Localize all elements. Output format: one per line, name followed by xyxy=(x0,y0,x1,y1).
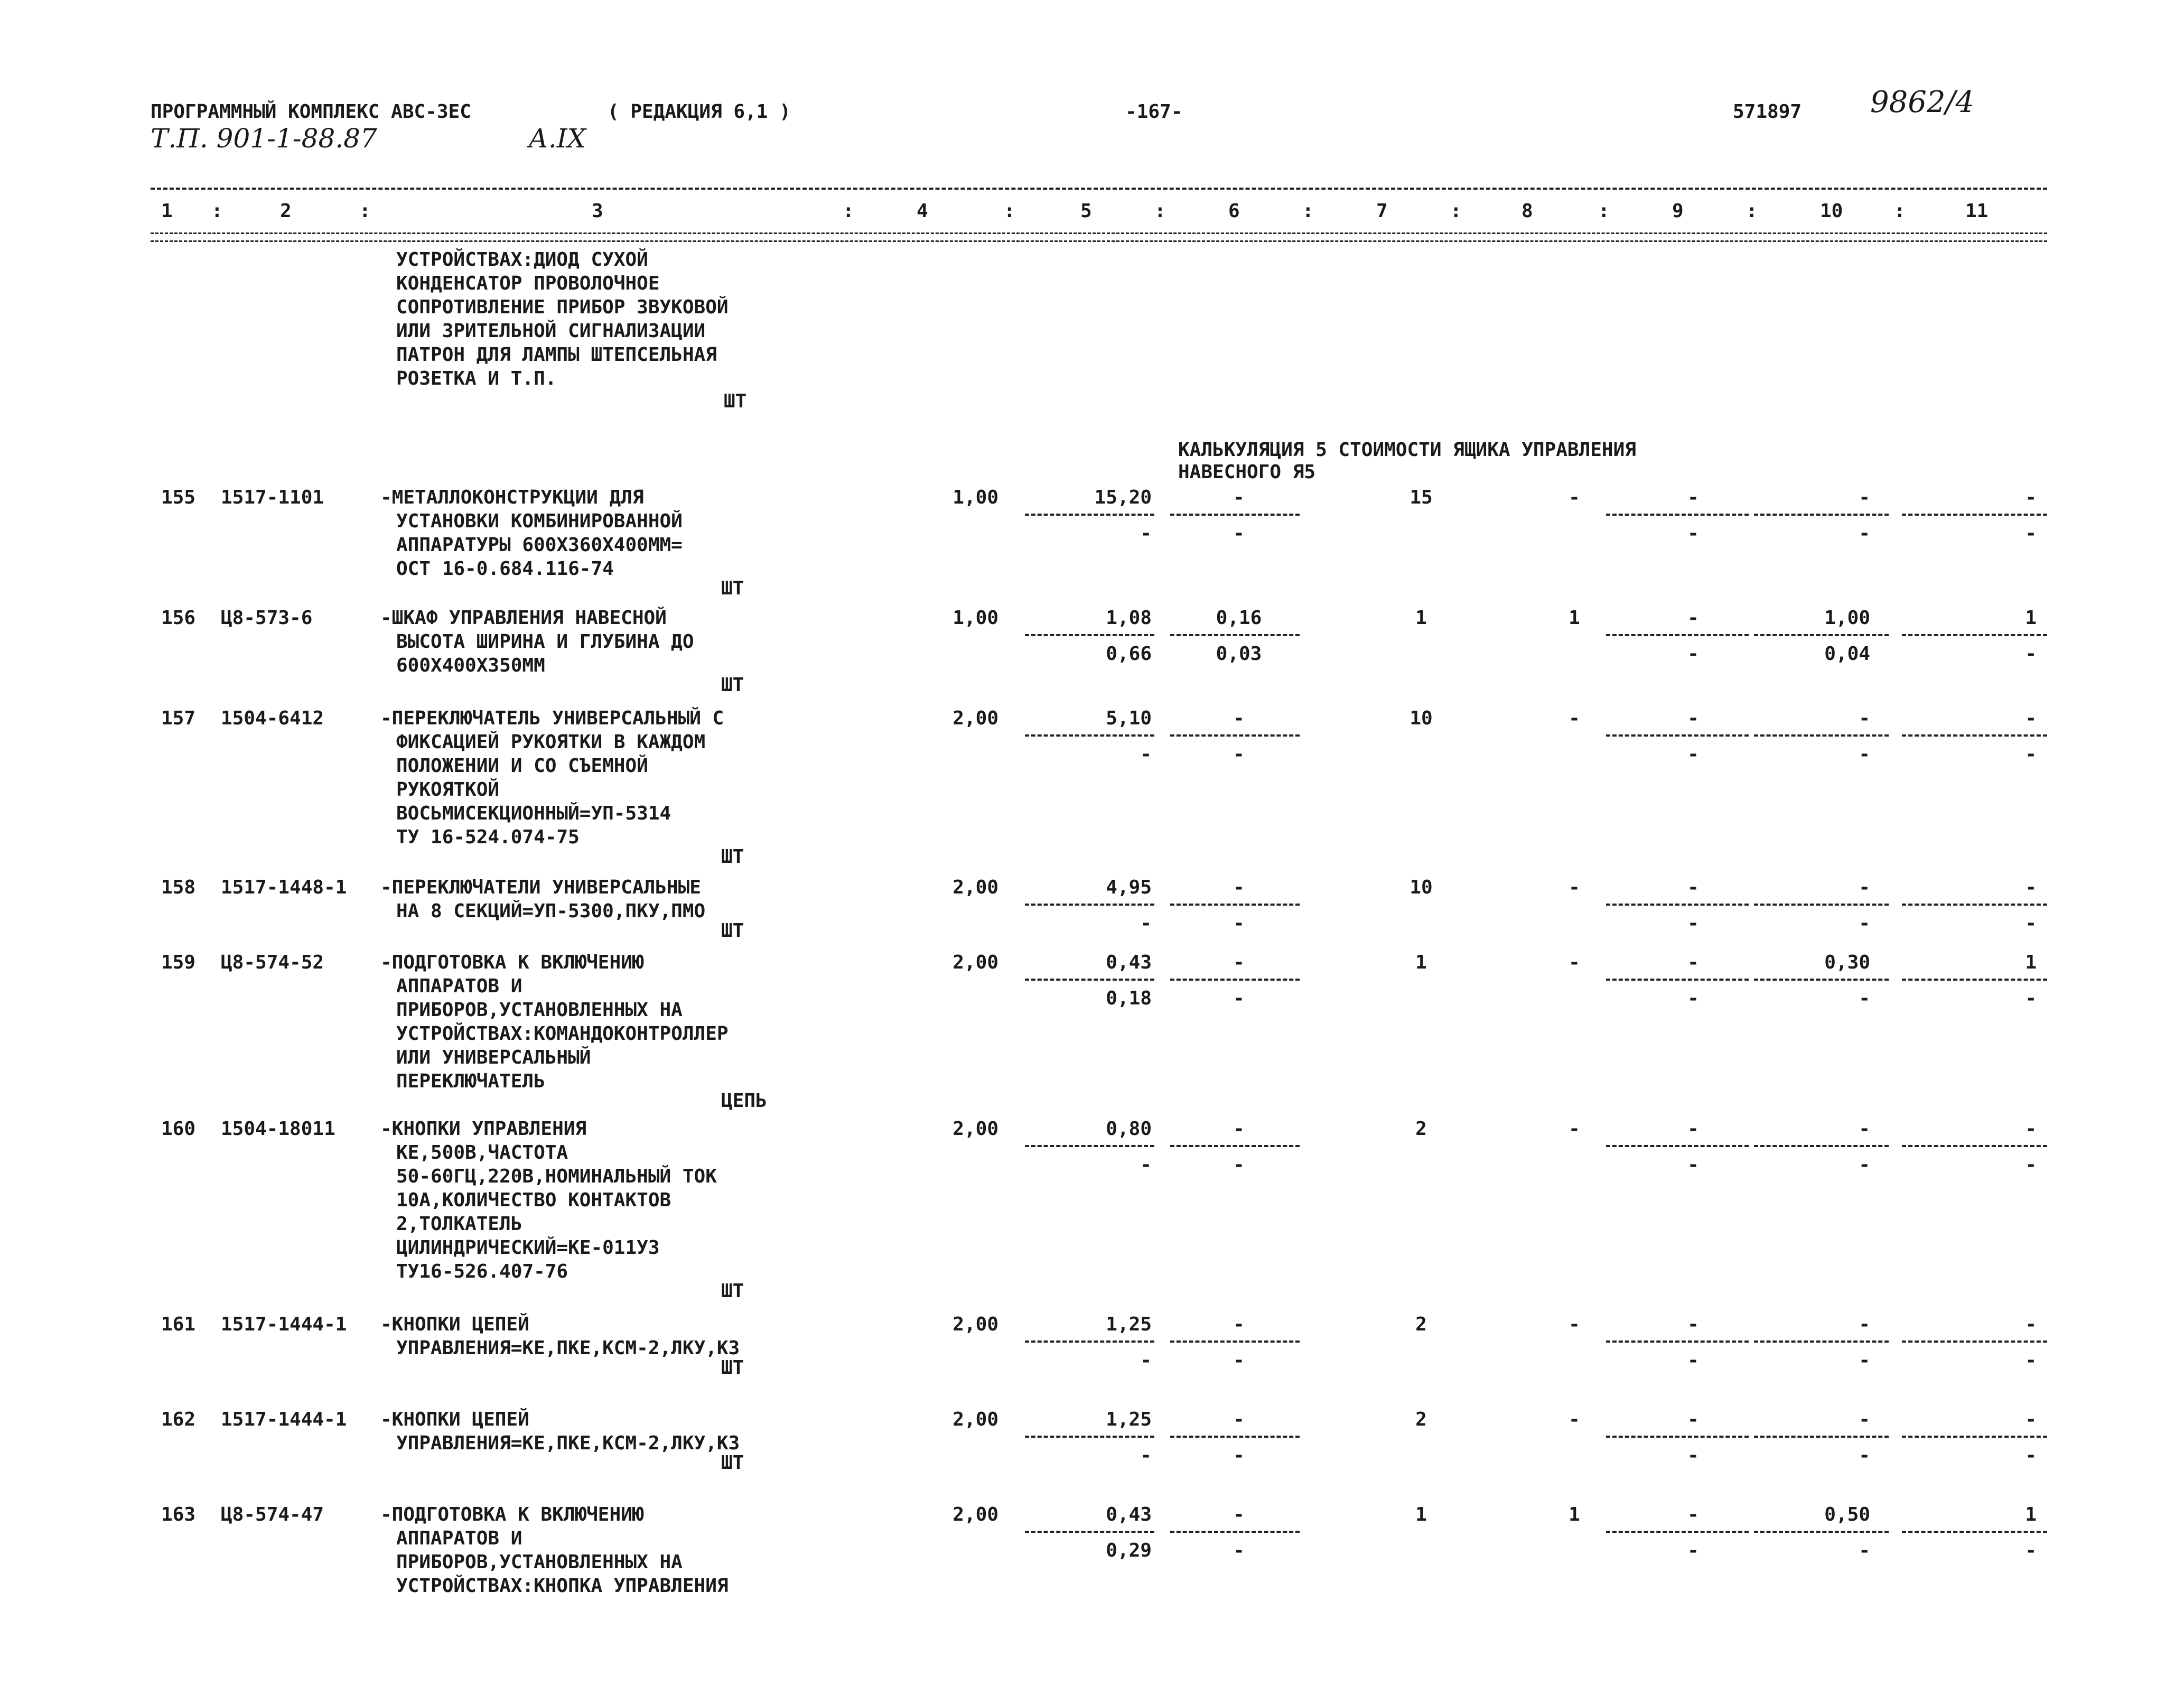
value-separator-line xyxy=(1754,1531,1889,1533)
row-unit: ШТ xyxy=(721,846,744,868)
value-separator-line xyxy=(1754,1145,1889,1147)
col9-value: - xyxy=(1687,1314,1699,1335)
col8-value: - xyxy=(1569,1314,1580,1335)
value-separator-line xyxy=(1025,734,1154,737)
row-code: Ц8-573-6 xyxy=(221,607,313,629)
value-separator-line xyxy=(1902,1145,2047,1147)
column-header-7: 7 xyxy=(1376,200,1388,222)
column-separator: : xyxy=(211,200,223,222)
value-separator-line xyxy=(1025,1531,1154,1533)
row-description-line: ПРИБОРОВ,УСТАНОВЛЕННЫХ НА xyxy=(396,999,683,1021)
col11-value: 1 xyxy=(2025,1504,2037,1525)
col5-value: 1,08 xyxy=(1106,607,1152,629)
col11-value: - xyxy=(2025,1314,2037,1335)
row-number: 155 xyxy=(161,487,196,508)
col5-value: 0,43 xyxy=(1106,1504,1152,1525)
column-header-10: 10 xyxy=(1820,200,1843,222)
value-separator-line xyxy=(1754,904,1889,906)
row-description-line: -КНОПКИ УПРАВЛЕНИЯ xyxy=(380,1118,587,1140)
col10-value: - xyxy=(1859,1118,1870,1140)
col8-value: 1 xyxy=(1569,1504,1580,1525)
row-unit: ШТ xyxy=(721,1280,744,1302)
col6-subvalue: - xyxy=(1233,523,1245,544)
col6-subvalue: - xyxy=(1233,1154,1245,1176)
col4-value: 2,00 xyxy=(953,1409,998,1430)
row-description-line: ВОСЬМИСЕКЦИОННЫЙ=УП-5314 xyxy=(396,803,671,824)
col11-subvalue: - xyxy=(2025,523,2037,544)
row-description-line: -ШКАФ УПРАВЛЕНИЯ НАВЕСНОЙ xyxy=(380,607,667,629)
col5-value: 0,80 xyxy=(1106,1118,1152,1140)
value-separator-line xyxy=(1025,634,1154,636)
value-separator-line xyxy=(1606,1340,1749,1343)
col8-value: - xyxy=(1569,1118,1580,1140)
col9-value: - xyxy=(1687,1409,1699,1430)
row-description-line: АППАРАТОВ И xyxy=(396,975,522,997)
col7-value: 2 xyxy=(1415,1409,1427,1430)
row-code: Ц8-574-47 xyxy=(221,1504,324,1525)
col11-subvalue: - xyxy=(2025,1540,2037,1561)
value-separator-line xyxy=(1606,1531,1749,1533)
col6-value: - xyxy=(1233,1409,1245,1430)
column-header-9: 9 xyxy=(1672,200,1684,222)
row-description-line: УСТРОЙСТВАХ:КОМАНДОКОНТРОЛЛЕР xyxy=(396,1023,729,1045)
row-code: 1517-1448-1 xyxy=(221,877,347,898)
col5-value: 0,43 xyxy=(1106,952,1152,973)
col6-value: 0,16 xyxy=(1216,607,1262,629)
row-number: 158 xyxy=(161,877,196,898)
col9-value: - xyxy=(1687,952,1699,973)
col11-value: - xyxy=(2025,1409,2037,1430)
row-code: 1504-18011 xyxy=(221,1118,335,1140)
value-separator-line xyxy=(1025,1436,1154,1438)
col9-subvalue: - xyxy=(1687,523,1699,544)
col4-value: 2,00 xyxy=(953,877,998,898)
col5-subvalue: - xyxy=(1140,1349,1152,1371)
row-description-line: 2,ТОЛКАТЕЛЬ xyxy=(396,1213,522,1235)
row-description-line: ФИКСАЦИЕЙ РУКОЯТКИ В КАЖДОМ xyxy=(396,731,706,753)
value-separator-line xyxy=(1170,1436,1300,1438)
col11-value: - xyxy=(2025,487,2037,508)
col9-value: - xyxy=(1687,1118,1699,1140)
col5-value: 1,25 xyxy=(1106,1409,1152,1430)
row-code: Ц8-574-52 xyxy=(221,952,324,973)
col4-value: 2,00 xyxy=(953,1504,998,1525)
row-description-line: ПРИБОРОВ,УСТАНОВЛЕННЫХ НА xyxy=(396,1551,683,1573)
col9-value: - xyxy=(1687,877,1699,898)
value-separator-line xyxy=(1902,979,2047,981)
value-separator-line xyxy=(1170,514,1300,516)
column-header-5: 5 xyxy=(1080,200,1092,222)
column-separator: : xyxy=(1450,200,1462,222)
col8-value: - xyxy=(1569,1409,1580,1430)
col7-value: 15 xyxy=(1410,487,1433,508)
col11-value: - xyxy=(2025,877,2037,898)
value-separator-line xyxy=(1902,634,2047,636)
col6-value: - xyxy=(1233,1314,1245,1335)
col5-subvalue: - xyxy=(1140,1154,1152,1176)
col8-value: - xyxy=(1569,487,1580,508)
value-separator-line xyxy=(1902,734,2047,737)
row-description-line: -КНОПКИ ЦЕПЕЙ xyxy=(380,1314,529,1335)
column-separator: : xyxy=(1302,200,1314,222)
col9-value: - xyxy=(1687,707,1699,729)
column-header-2: 2 xyxy=(280,200,292,222)
col11-value: 1 xyxy=(2025,607,2037,629)
col5-subvalue: - xyxy=(1140,523,1152,544)
column-header-11: 11 xyxy=(1965,200,1989,222)
col5-subvalue: 0,29 xyxy=(1106,1540,1152,1561)
row-description-line: ТУ 16-524.074-75 xyxy=(396,826,580,848)
row-code: 1504-6412 xyxy=(221,707,324,729)
value-separator-line xyxy=(1754,979,1889,981)
col9-subvalue: - xyxy=(1687,913,1699,934)
column-header-8: 8 xyxy=(1522,200,1533,222)
row-unit: ЦЕПЬ xyxy=(721,1090,767,1112)
row-description-line: ПОЛОЖЕНИИ И СО СЪЕМНОЙ xyxy=(396,755,648,777)
col10-subvalue: - xyxy=(1859,743,1870,765)
row-description-line: -ПЕРЕКЛЮЧАТЕЛЬ УНИВЕРСАЛЬНЫЙ С xyxy=(380,707,724,729)
row-description-line: УПРАВЛЕНИЯ=КЕ,ПКЕ,КСМ-2,ЛКУ,КЗ xyxy=(396,1337,740,1359)
column-separator: : xyxy=(1894,200,1906,222)
col11-subvalue: - xyxy=(2025,643,2037,665)
col7-value: 2 xyxy=(1415,1118,1427,1140)
col9-subvalue: - xyxy=(1687,1154,1699,1176)
value-separator-line xyxy=(1025,1340,1154,1343)
row-code: 1517-1444-1 xyxy=(221,1409,347,1430)
row-description-line: -КНОПКИ ЦЕПЕЙ xyxy=(380,1409,529,1430)
project-code: Т.П. 901-1-88.87 xyxy=(151,123,377,154)
row-unit: ШТ xyxy=(721,1357,744,1379)
value-separator-line xyxy=(1754,634,1889,636)
col4-value: 2,00 xyxy=(953,952,998,973)
value-separator-line xyxy=(1170,904,1300,906)
col11-subvalue: - xyxy=(2025,988,2037,1009)
col4-value: 2,00 xyxy=(953,1314,998,1335)
col9-subvalue: - xyxy=(1687,988,1699,1009)
col5-subvalue: - xyxy=(1140,1445,1152,1466)
value-separator-line xyxy=(1025,514,1154,516)
row-description-line: ЦИЛИНДРИЧЕСКИЙ=КЕ-011У3 xyxy=(396,1237,660,1259)
row-number: 160 xyxy=(161,1118,196,1140)
header-bottom-rule-2 xyxy=(151,240,2047,242)
row-unit: ШТ xyxy=(721,1452,744,1474)
row-unit: ШТ xyxy=(721,920,744,942)
col4-value: 1,00 xyxy=(953,607,998,629)
row-description-line: КЕ,500В,ЧАСТОТА xyxy=(396,1142,568,1163)
col5-value: 5,10 xyxy=(1106,707,1152,729)
col9-subvalue: - xyxy=(1687,1349,1699,1371)
col7-value: 2 xyxy=(1415,1314,1427,1335)
col11-subvalue: - xyxy=(2025,913,2037,934)
row-number: 159 xyxy=(161,952,196,973)
col11-value: - xyxy=(2025,1118,2037,1140)
col9-value: - xyxy=(1687,1504,1699,1525)
intro-line: ИЛИ ЗРИТЕЛЬНОЙ СИГНАЛИЗАЦИИ xyxy=(396,320,706,342)
col5-subvalue: 0,18 xyxy=(1106,988,1152,1009)
value-separator-line xyxy=(1754,1340,1889,1343)
col5-subvalue: - xyxy=(1140,913,1152,934)
col11-subvalue: - xyxy=(2025,743,2037,765)
intro-line: КОНДЕНСАТОР ПРОВОЛОЧНОЕ xyxy=(396,273,660,294)
value-separator-line xyxy=(1025,1145,1154,1147)
document-code: 571897 xyxy=(1733,101,1802,123)
col9-subvalue: - xyxy=(1687,743,1699,765)
value-separator-line xyxy=(1170,1531,1300,1533)
col10-subvalue: - xyxy=(1859,913,1870,934)
col6-value: - xyxy=(1233,877,1245,898)
sheet-number: 9862/4 xyxy=(1870,85,1975,119)
row-number: 163 xyxy=(161,1504,196,1525)
col6-subvalue: - xyxy=(1233,1349,1245,1371)
intro-line: РОЗЕТКА И Т.П. xyxy=(396,368,557,389)
col6-subvalue: - xyxy=(1233,913,1245,934)
row-description-line: ВЫСОТА ШИРИНА И ГЛУБИНА ДО xyxy=(396,631,694,653)
column-separator: : xyxy=(1154,200,1166,222)
row-number: 161 xyxy=(161,1314,196,1335)
value-separator-line xyxy=(1902,1531,2047,1533)
column-separator: : xyxy=(359,200,371,222)
col10-value: - xyxy=(1859,487,1870,508)
value-separator-line xyxy=(1606,904,1749,906)
col4-value: 1,00 xyxy=(953,487,998,508)
value-separator-line xyxy=(1606,1436,1749,1438)
col10-subvalue: 0,04 xyxy=(1824,643,1870,665)
row-description-line: УСТАНОВКИ КОМБИНИРОВАННОЙ xyxy=(396,510,683,532)
value-separator-line xyxy=(1902,1436,2047,1438)
col10-value: 0,50 xyxy=(1824,1504,1870,1525)
col10-subvalue: - xyxy=(1859,523,1870,544)
row-number: 162 xyxy=(161,1409,196,1430)
col10-value: - xyxy=(1859,1409,1870,1430)
row-code: 1517-1101 xyxy=(221,487,324,508)
col6-value: - xyxy=(1233,1118,1245,1140)
value-separator-line xyxy=(1170,634,1300,636)
col6-value: - xyxy=(1233,707,1245,729)
col4-value: 2,00 xyxy=(953,1118,998,1140)
value-separator-line xyxy=(1606,1145,1749,1147)
row-description-line: ОСТ 16-0.684.116-74 xyxy=(396,558,614,580)
value-separator-line xyxy=(1606,734,1749,737)
row-description-line: УСТРОЙСТВАХ:КНОПКА УПРАВЛЕНИЯ xyxy=(396,1575,729,1597)
value-separator-line xyxy=(1754,1436,1889,1438)
col11-subvalue: - xyxy=(2025,1154,2037,1176)
value-separator-line xyxy=(1025,904,1154,906)
column-separator: : xyxy=(1004,200,1015,222)
row-description-line: 10А,КОЛИЧЕСТВО КОНТАКТОВ xyxy=(396,1189,671,1211)
col6-subvalue: - xyxy=(1233,1540,1245,1561)
row-number: 156 xyxy=(161,607,196,629)
row-code: 1517-1444-1 xyxy=(221,1314,347,1335)
col7-value: 10 xyxy=(1410,877,1433,898)
row-description-line: -ПЕРЕКЛЮЧАТЕЛИ УНИВЕРСАЛЬНЫЕ xyxy=(380,877,701,898)
header-top-rule xyxy=(151,188,2047,190)
row-description-line: 50-60ГЦ,220В,НОМИНАЛЬНЫЙ ТОК xyxy=(396,1166,717,1187)
row-unit: ШТ xyxy=(721,674,744,696)
col5-subvalue: - xyxy=(1140,743,1152,765)
col10-subvalue: - xyxy=(1859,1154,1870,1176)
col9-value: - xyxy=(1687,487,1699,508)
col5-subvalue: 0,66 xyxy=(1106,643,1152,665)
col7-value: 1 xyxy=(1415,952,1427,973)
value-separator-line xyxy=(1606,634,1749,636)
row-description-line: ИЛИ УНИВЕРСАЛЬНЫЙ xyxy=(396,1047,591,1068)
value-separator-line xyxy=(1170,1145,1300,1147)
value-separator-line xyxy=(1025,979,1154,981)
col8-value: 1 xyxy=(1569,607,1580,629)
col10-value: 0,30 xyxy=(1824,952,1870,973)
col10-value: - xyxy=(1859,877,1870,898)
program-title: ПРОГРАММНЫЙ КОМПЛЕКС АВС-3ЕС xyxy=(151,101,471,123)
col7-value: 10 xyxy=(1410,707,1433,729)
value-separator-line xyxy=(1902,904,2047,906)
col10-subvalue: - xyxy=(1859,1445,1870,1466)
col4-value: 2,00 xyxy=(953,707,998,729)
value-separator-line xyxy=(1902,514,2047,516)
intro-unit: ШТ xyxy=(724,390,747,412)
col9-value: - xyxy=(1687,607,1699,629)
col11-subvalue: - xyxy=(2025,1445,2037,1466)
col6-subvalue: - xyxy=(1233,988,1245,1009)
column-separator: : xyxy=(1598,200,1610,222)
page-number: -167- xyxy=(1125,101,1183,123)
edition-label: ( РЕДАКЦИЯ 6,1 ) xyxy=(608,101,791,123)
value-separator-line xyxy=(1754,514,1889,516)
value-separator-line xyxy=(1170,979,1300,981)
col7-value: 1 xyxy=(1415,607,1427,629)
col5-value: 4,95 xyxy=(1106,877,1152,898)
value-separator-line xyxy=(1902,1340,2047,1343)
col5-value: 1,25 xyxy=(1106,1314,1152,1335)
row-unit: ШТ xyxy=(721,578,744,599)
col6-subvalue: - xyxy=(1233,1445,1245,1466)
row-number: 157 xyxy=(161,707,196,729)
col6-value: - xyxy=(1233,952,1245,973)
row-description-line: АППАРАТОВ И xyxy=(396,1528,522,1549)
row-description-line: -ПОДГОТОВКА К ВКЛЮЧЕНИЮ xyxy=(380,1504,644,1525)
col7-value: 1 xyxy=(1415,1504,1427,1525)
row-description-line: РУКОЯТКОЙ xyxy=(396,779,500,800)
col10-value: 1,00 xyxy=(1824,607,1870,629)
col11-subvalue: - xyxy=(2025,1349,2037,1371)
row-description-line: -ПОДГОТОВКА К ВКЛЮЧЕНИЮ xyxy=(380,952,644,973)
section-subtitle: НАВЕСНОГО Я5 xyxy=(1178,461,1316,483)
col6-value: - xyxy=(1233,487,1245,508)
row-description-line: АППАРАТУРЫ 600Х360Х400ММ= xyxy=(396,534,683,556)
col9-subvalue: - xyxy=(1687,1540,1699,1561)
row-description-line: УПРАВЛЕНИЯ=КЕ,ПКЕ,КСМ-2,ЛКУ,КЗ xyxy=(396,1432,740,1454)
col10-value: - xyxy=(1859,1314,1870,1335)
col8-value: - xyxy=(1569,707,1580,729)
column-separator: : xyxy=(1746,200,1758,222)
col10-subvalue: - xyxy=(1859,1540,1870,1561)
header-bottom-rule-1 xyxy=(151,232,2047,234)
column-header-3: 3 xyxy=(592,200,603,222)
col8-value: - xyxy=(1569,952,1580,973)
col9-subvalue: - xyxy=(1687,1445,1699,1466)
column-separator: : xyxy=(843,200,854,222)
col8-value: - xyxy=(1569,877,1580,898)
intro-line: ПАТРОН ДЛЯ ЛАМПЫ ШТЕПСЕЛЬНАЯ xyxy=(396,344,717,366)
section-title: КАЛЬКУЛЯЦИЯ 5 СТОИМОСТИ ЯЩИКА УПРАВЛЕНИЯ xyxy=(1178,439,1636,461)
col6-subvalue: 0,03 xyxy=(1216,643,1262,665)
col5-value: 15,20 xyxy=(1094,487,1152,508)
intro-line: СОПРОТИВЛЕНИЕ ПРИБОР ЗВУКОВОЙ xyxy=(396,296,729,318)
col11-value: 1 xyxy=(2025,952,2037,973)
row-description-line: 600Х400Х350ММ xyxy=(396,655,545,676)
value-separator-line xyxy=(1754,734,1889,737)
col9-subvalue: - xyxy=(1687,643,1699,665)
value-separator-line xyxy=(1606,979,1749,981)
column-header-6: 6 xyxy=(1228,200,1240,222)
intro-line: УСТРОЙСТВАХ:ДИОД СУХОЙ xyxy=(396,249,648,271)
row-description-line: ТУ16-526.407-76 xyxy=(396,1261,568,1282)
column-header-1: 1 xyxy=(161,200,173,222)
row-description-line: НА 8 СЕКЦИЙ=УП-5300,ПКУ,ПМО xyxy=(396,900,706,922)
row-description-line: -МЕТАЛЛОКОНСТРУКЦИИ ДЛЯ xyxy=(380,487,644,508)
col10-subvalue: - xyxy=(1859,988,1870,1009)
col6-value: - xyxy=(1233,1504,1245,1525)
value-separator-line xyxy=(1606,514,1749,516)
col11-value: - xyxy=(2025,707,2037,729)
col6-subvalue: - xyxy=(1233,743,1245,765)
row-description-line: ПЕРЕКЛЮЧАТЕЛЬ xyxy=(396,1070,545,1092)
column-header-4: 4 xyxy=(917,200,928,222)
col10-subvalue: - xyxy=(1859,1349,1870,1371)
album-number: А.IX xyxy=(528,123,586,154)
col10-value: - xyxy=(1859,707,1870,729)
value-separator-line xyxy=(1170,1340,1300,1343)
value-separator-line xyxy=(1170,734,1300,737)
